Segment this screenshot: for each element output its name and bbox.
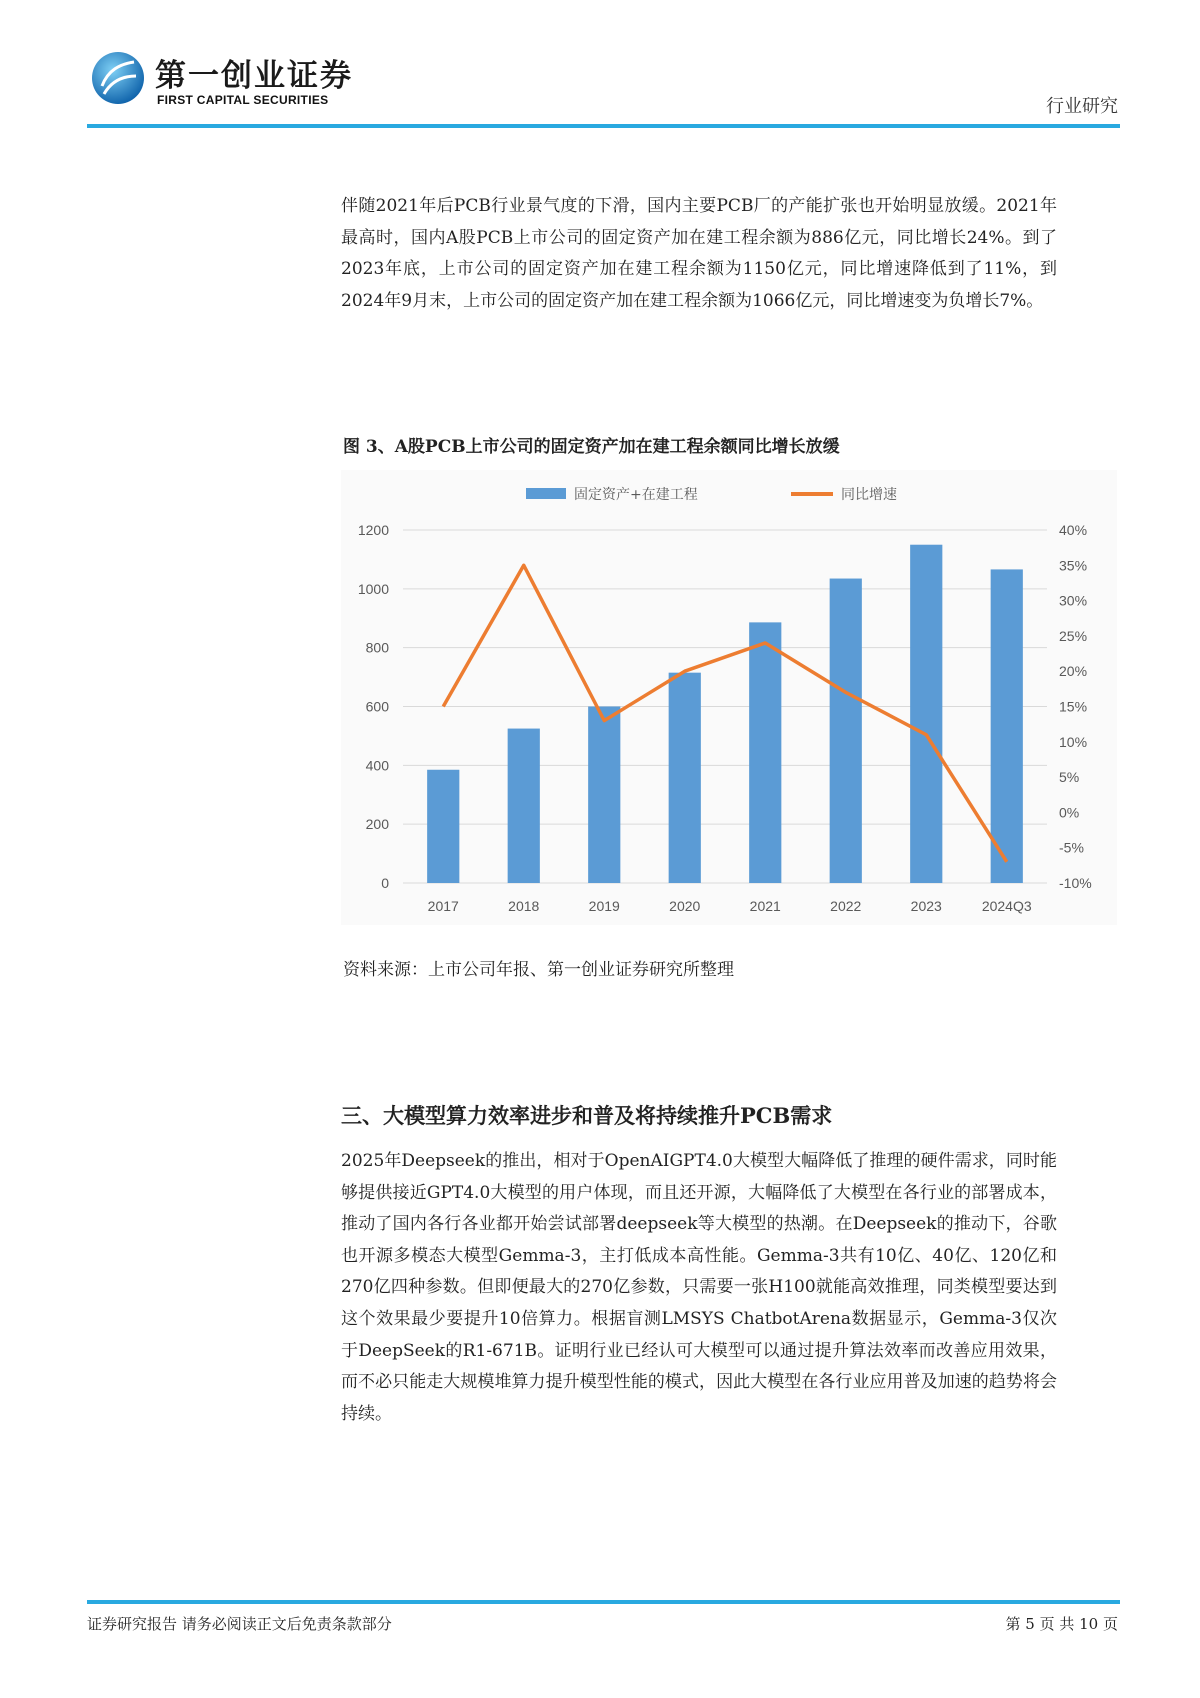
x-tick-label: 2017	[427, 898, 459, 914]
x-tick-label: 2024Q3	[981, 898, 1032, 914]
bar	[508, 729, 540, 883]
logo-globe-icon	[90, 50, 146, 106]
y-left-tick-label: 600	[365, 698, 389, 715]
y-right-tick-label: 10%	[1059, 733, 1088, 750]
y-right-tick-label: -5%	[1059, 839, 1084, 856]
section-heading: 三、大模型算力效率进步和普及将持续推升PCB需求	[341, 1103, 833, 1128]
chart	[341, 470, 1117, 925]
y-right-tick-label: 20%	[1059, 663, 1088, 680]
y-right-tick-label: 5%	[1059, 769, 1080, 786]
figure-title: 图 3、A股PCB上市公司的固定资产加在建工程余额同比增长放缓	[343, 437, 840, 457]
bar	[749, 622, 781, 883]
y-right-tick-label: 40%	[1059, 522, 1088, 538]
section-text: 2025年Deepseek的推出，相对于OpenAIGPT4.0大模型大幅降低了推理的硬件需求，同时能够提供接近GPT4.0大模型的用户体现，而且还开源，大幅降低了大模型在各行业的部署成本，推动了国内各行各业都开始尝试部署deepseek等大模型的热潮。在Deepseek的推动下，谷歌也开源多模态大模型Gemma-3，主打低成本高性能。Gemma-3共有10亿、40亿、120亿和270亿四种参数。但即便最大的270亿参数，只需要一张H100就能高效推理，同类模型要达到这个效果最少要提升10倍算力。根据盲测LMSYS ChatbotArena数据显示，Gemma-3仅次于DeepSeek的R1-671B。证明行业已经认可大模型可以通过提升算法效率而改善应用效果，而不必只能走大规模堆算力提升模型性能的模式，因此大模型在各行业应用普及加速的趋势将会持续。	[341, 1151, 1057, 1424]
x-tick-label: 2019	[588, 898, 620, 914]
bar	[991, 569, 1023, 883]
y-right-tick-label: 30%	[1059, 592, 1088, 609]
legend-bar-swatch	[526, 488, 566, 499]
y-left-tick-label: 1000	[357, 580, 389, 597]
y-right-tick-label: 15%	[1059, 698, 1088, 715]
section-paragraph	[341, 1146, 1057, 1430]
y-left-tick-label: 800	[365, 639, 389, 656]
intro-paragraph	[341, 191, 1057, 317]
y-right-tick-label: 25%	[1059, 627, 1088, 644]
x-tick-label: 2020	[669, 898, 701, 914]
figure-source: 资料来源：上市公司年报、第一创业证券研究所整理	[343, 960, 734, 980]
y-right-tick-label: -10%	[1059, 875, 1092, 891]
y-left-tick-label: 0	[381, 875, 389, 891]
legend-bar-label: 固定资产+在建工程	[574, 487, 698, 503]
y-left-tick-label: 200	[365, 816, 389, 833]
x-tick-label: 2021	[749, 898, 781, 914]
y-right-tick-label: 35%	[1059, 557, 1088, 574]
y-right-tick-label: 0%	[1059, 804, 1080, 821]
bar	[830, 579, 862, 883]
logo-english-name: FIRST CAPITAL SECURITIES	[157, 93, 329, 107]
footer-disclaimer: 证券研究报告 请务必阅读正文后免责条款部分	[87, 1615, 392, 1633]
legend-line-label: 同比增速	[841, 487, 897, 503]
x-tick-label: 2023	[910, 898, 942, 914]
footer-divider	[87, 1600, 1120, 1604]
logo-chinese-name: 第一创业证券	[155, 58, 353, 94]
x-tick-label: 2018	[508, 898, 540, 914]
header-divider	[87, 124, 1120, 128]
logo	[90, 50, 146, 106]
bar	[588, 707, 620, 884]
y-left-tick-label: 400	[365, 757, 389, 774]
intro-text: 伴随2021年后PCB行业景气度的下滑，国内主要PCB厂的产能扩张也开始明显放缓。2021年最高时，国内A股PCB上市公司的固定资产加在建工程余额为886亿元，同比增长24%。到了2023年底，上市公司的固定资产加在建工程余额为1150亿元，同比增速降低到了11%，到2024年9月末，上市公司的固定资产加在建工程余额为1066亿元，同比增速变为负增长7%。	[341, 196, 1057, 311]
y-left-tick-label: 1200	[357, 522, 389, 538]
bar	[669, 673, 701, 883]
bar	[427, 770, 459, 883]
section-label: 行业研究	[1046, 96, 1118, 117]
x-tick-label: 2022	[830, 898, 862, 914]
bar	[910, 545, 942, 883]
page-number: 第 5 页 共 10 页	[1005, 1615, 1118, 1633]
